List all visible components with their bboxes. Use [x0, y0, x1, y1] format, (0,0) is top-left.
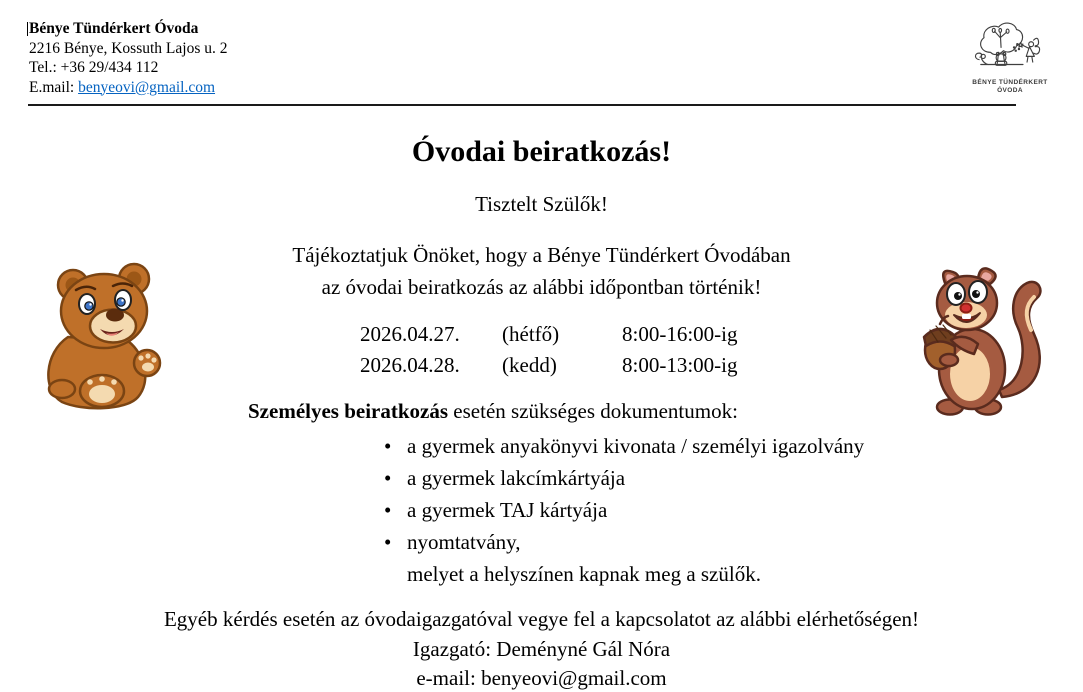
org-name: Bénye Tündérkert Óvoda: [29, 20, 199, 37]
list-item-text: a gyermek lakcímkártyája: [407, 466, 626, 490]
intro-line-1: Tájékoztatjuk Önöket, hogy a Bénye Tündérkert Óvodában: [292, 243, 791, 267]
email-label: E.mail:: [29, 78, 75, 96]
bear-illustration: [28, 259, 180, 421]
intro-line-2: az óvodai beiratkozás az alábbi időpontban történik!: [321, 274, 762, 299]
list-item-text: a gyermek TAJ kártyája: [407, 498, 608, 522]
org-phone: Tel.: +36 29/434 112: [29, 59, 159, 76]
footer-line-1: Egyéb kérdés esetén az óvodaigazgatóval vegye fel a kapcsolatot az alábbi elérhetőségen!: [163, 607, 920, 631]
header-divider: [28, 104, 1016, 106]
schedule-row: [360, 319, 738, 350]
documents-heading-rest: esetén szükséges dokumentumok:: [448, 399, 738, 423]
letterhead: [29, 19, 227, 97]
documents-heading-bold: Személyes beiratkozás: [248, 399, 449, 423]
footer-line-3: e-mail: benyeovi@gmail.com: [416, 666, 667, 690]
squirrel-acorn-icon: [920, 266, 1052, 416]
bear-cub-icon: [28, 259, 180, 416]
kindergarten-logo: [957, 16, 1063, 95]
documents-list: [384, 430, 864, 590]
schedule-time: 8:00-13:00-ig: [622, 353, 738, 377]
schedule-time: 8:00-16:00-ig: [622, 322, 738, 346]
email-link[interactable]: benyeovi@gmail.com: [78, 78, 216, 96]
schedule-date: 2026.04.28.: [360, 353, 460, 377]
greeting-line: Tisztelt Szülők!: [475, 192, 608, 216]
list-item: [384, 430, 864, 462]
list-item: [384, 494, 864, 526]
bullet-icon: •: [384, 498, 392, 522]
page-title: Óvodai beiratkozás!: [411, 135, 672, 168]
text-cursor: [27, 22, 28, 36]
schedule-day: (kedd): [502, 353, 557, 377]
bullet-icon: •: [384, 466, 392, 490]
schedule-row: [360, 350, 738, 381]
enrollment-schedule: [360, 319, 738, 381]
list-item-text: a gyermek anyakönyvi kivonata / személyi igazolvány: [407, 434, 865, 458]
logo-drawing-icon: [971, 16, 1049, 74]
logo-caption-line2: ÓVODA: [997, 87, 1023, 94]
footer-line-2: Igazgató: Deményné Gál Nóra: [412, 636, 671, 661]
schedule-day: (hétfő): [502, 322, 560, 346]
org-email-line: [29, 78, 227, 98]
documents-heading: [248, 399, 738, 424]
schedule-date: 2026.04.27.: [360, 322, 460, 346]
squirrel-illustration: [920, 266, 1052, 421]
list-item: [384, 526, 864, 558]
list-item: [384, 462, 864, 494]
bullet-icon: •: [384, 530, 392, 554]
footer-contact: [0, 605, 1083, 692]
org-address: 2216 Bénye, Kossuth Lajos u. 2: [29, 39, 228, 57]
bullet-icon: •: [384, 434, 392, 458]
logo-caption-line1: BÉNYE TÜNDÉRKERT: [972, 79, 1048, 86]
list-item-continuation: melyet a helyszínen kapnak meg a szülők.: [407, 562, 761, 586]
list-item-text: nyomtatvány,: [407, 530, 521, 554]
